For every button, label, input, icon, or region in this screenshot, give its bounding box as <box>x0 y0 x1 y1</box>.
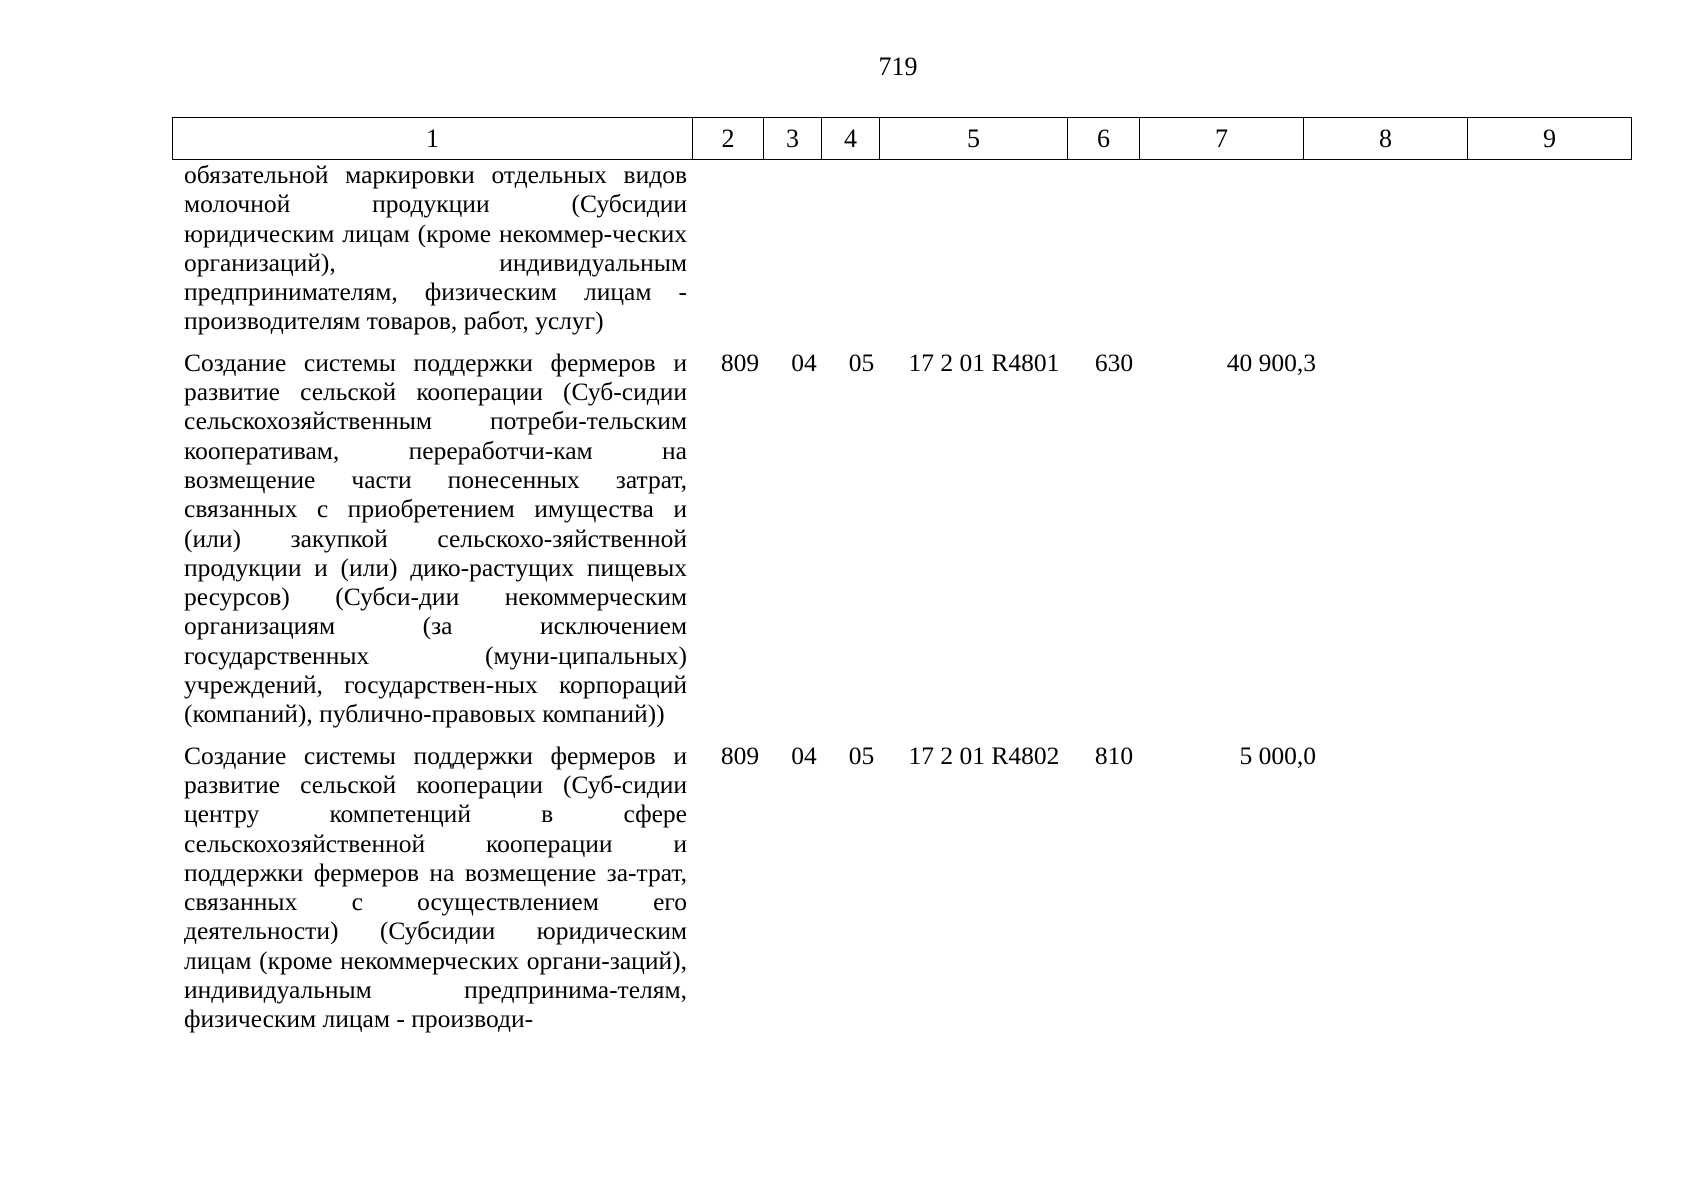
row-cell-section: 04 <box>791 740 817 770</box>
table-body <box>172 160 1631 1046</box>
column-header-1: 1 <box>173 118 693 160</box>
row-description: Создание системы поддержки фермеров и развитие сельской кооперации (Суб-сидии центру компетенций в сфере сельскохозяйственной кооперации и поддержки фермеров на возмещение за-трат, связанных с осуществлением его деятельности) (Субсидии юридическим лицам (кроме некоммерческих органи-заций), индивидуальным предпринима-телям, физическим лицам - производи- <box>184 740 687 1034</box>
table-row <box>172 741 1631 1034</box>
column-header-8: 8 <box>1304 118 1468 160</box>
row-cell-subsection: 05 <box>848 740 875 770</box>
row-cell-section: 04 <box>791 347 817 377</box>
row-cell-target-article: 17 2 01 R4802 <box>908 740 1060 770</box>
row-cell-expense-type: 810 <box>1094 740 1134 770</box>
column-header-4: 4 <box>822 118 880 160</box>
column-header-9: 9 <box>1468 118 1632 160</box>
row-cell-expense-type: 630 <box>1094 347 1134 377</box>
column-header-6: 6 <box>1068 118 1140 160</box>
table-row <box>172 348 1631 729</box>
column-header-2: 2 <box>693 118 764 160</box>
row-description: Создание системы поддержки фермеров и развитие сельской кооперации (Суб-сидии сельскохозяйственным потреби-тельским кооперативам, переработчи-кам на возмещение части понесенных затрат, связанных с приобретением имущества и (или) закупкой сельскохо-зяйственной продукции и (или) дико-растущих пищевых ресурсов) (Субси-дии некоммерческим организациям (за исключением государственных (муни-ципальных) учреждений, государствен-ных корпораций (компаний), публично-правовых компаний)) <box>184 347 687 729</box>
row-cell-ministry-code: 809 <box>720 347 760 377</box>
column-header-7: 7 <box>1140 118 1304 160</box>
column-header-3: 3 <box>764 118 822 160</box>
row-cell-amount: 40 900,3 <box>1226 347 1316 377</box>
column-header-row <box>173 118 1632 160</box>
row-cell-ministry-code: 809 <box>720 740 760 770</box>
column-header-5: 5 <box>880 118 1068 160</box>
row-cell-amount: 5 000,0 <box>1239 740 1316 770</box>
page-number: 719 <box>878 52 918 81</box>
row-description: обязательной маркировки отдельных видов молочной продукции (Субсидии юридическим лицам (кроме некоммер-ческих организаций), индивидуальным предпринимателям, физическим лицам - производителям товаров, работ, услуг) <box>184 160 687 336</box>
row-cell-subsection: 05 <box>848 347 875 377</box>
column-header-table <box>172 117 1632 160</box>
row-cell-target-article: 17 2 01 R4801 <box>908 347 1060 377</box>
table-row <box>172 160 1631 336</box>
